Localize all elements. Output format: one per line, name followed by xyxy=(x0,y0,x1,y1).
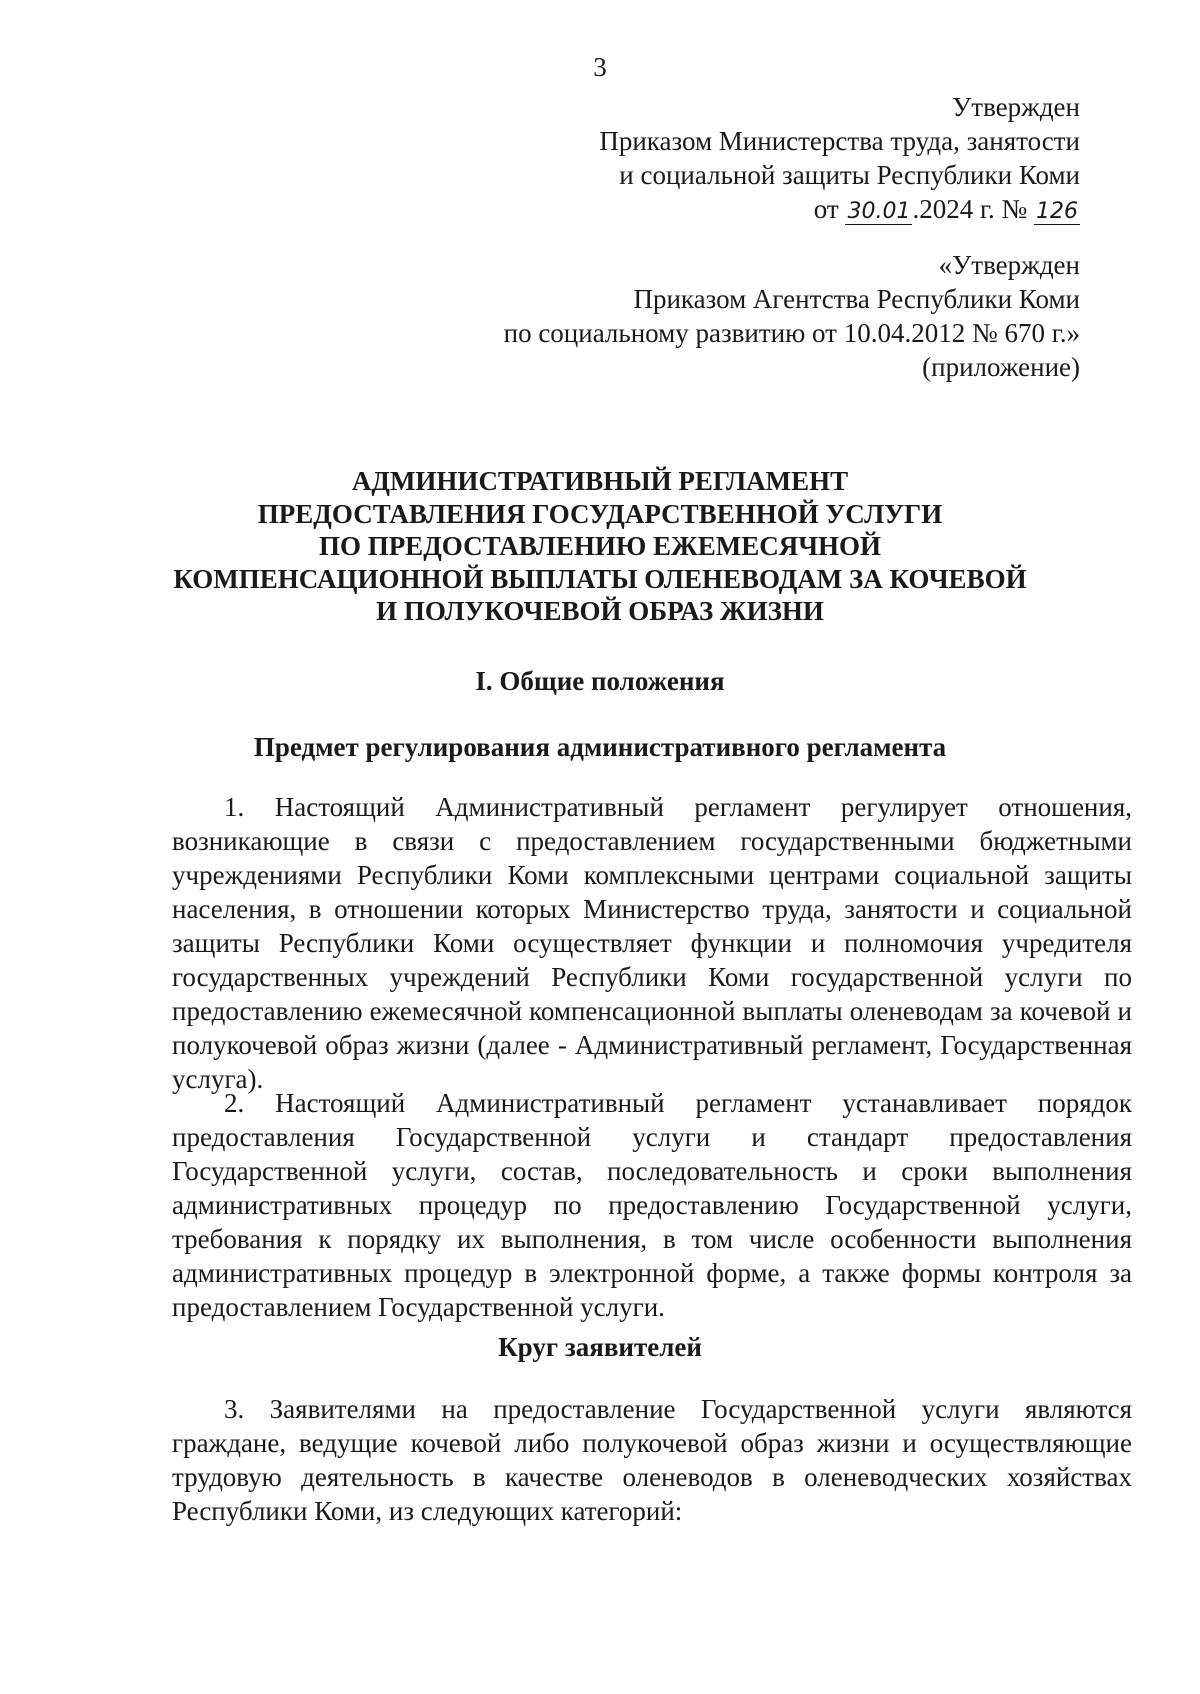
paragraph-2: 2. Настоящий Административный регламент устанавливает порядок предоставления Государственной услуги и стандарт предоставления Государственной услуги, состав, последовательность и сроки выполнения административных процедур по предоставлению Государственной услуги, требования к порядку их выполнения, в том числе особенности выполнения административных процедур в электронной форме, а также формы контроля за предоставлением Государственной услуги. xyxy=(172,1088,1132,1322)
title-line: АДМИНИСТРАТИВНЫЙ РЕГЛАМЕНТ xyxy=(351,466,849,496)
approval-date-prefix: от xyxy=(813,194,839,224)
approval-line: Приказом Агентства Республики Коми xyxy=(633,284,1080,314)
approval-line: Приказом Министерства труда, занятости xyxy=(599,126,1080,156)
page-number: 3 xyxy=(593,52,607,82)
handwritten-order-number: 126 xyxy=(1036,199,1078,224)
approval-line: Утвержден xyxy=(952,92,1080,122)
approval-date-line xyxy=(599,192,1080,229)
document-title xyxy=(0,465,1200,628)
handwritten-date: 30.01 xyxy=(847,199,911,224)
approval-line: (приложение) xyxy=(922,352,1080,382)
title-line: И ПОЛУКОЧЕВОЙ ОБРАЗ ЖИЗНИ xyxy=(376,596,824,626)
approval-line: по социальному развитию от 10.04.2012 № 670 г.» xyxy=(503,318,1080,348)
subheading-applicants: Круг заявителей xyxy=(498,1332,702,1362)
subheading-regulation-subject: Предмет регулирования административного регламента xyxy=(253,732,947,762)
approval-line: и социальной защиты Республики Коми xyxy=(619,160,1080,190)
paragraph-3: 3. Заявителями на предоставление Государственной услуги являются граждане, ведущие кочевой либо полукочевой образ жизни и осуществляющие трудовую деятельность в качестве оленеводов в оленеводческих хозяйствах Республики Коми, из следующих категорий: xyxy=(172,1394,1132,1526)
approval-line: «Утвержден xyxy=(938,250,1080,280)
title-line: КОМПЕНСАЦИОННОЙ ВЫПЛАТЫ ОЛЕНЕВОДАМ ЗА КОЧЕВОЙ xyxy=(173,563,1027,594)
approval-year: .2024 г. № xyxy=(912,194,1028,224)
approval-stamp-original xyxy=(504,248,1080,384)
title-line: ПО ПРЕДОСТАВЛЕНИЮ ЕЖЕМЕСЯЧНОЙ xyxy=(318,531,882,561)
approval-stamp-current xyxy=(599,90,1080,229)
title-line: ПРЕДОСТАВЛЕНИЯ ГОСУДАРСТВЕННОЙ УСЛУГИ xyxy=(257,498,943,529)
section-heading-general: I. Общие положения xyxy=(475,666,725,696)
paragraph-1: 1. Настоящий Административный регламент регулирует отношения, возникающие в связи с предоставлением государственными бюджетными учреждениями Республики Коми комплексными центрами социальной защиты населения, в отношении которых Министерство труда, занятости и социальной защиты Республики Коми осуществляет функции и полномочия учредителя государственных учреждений Республики Коми государственной услуги по предоставлению ежемесячной компенсационной выплаты оленеводам за кочевой и полукочевой образ жизни (далее - Административный регламент, Государственная услуга). xyxy=(172,792,1132,1094)
